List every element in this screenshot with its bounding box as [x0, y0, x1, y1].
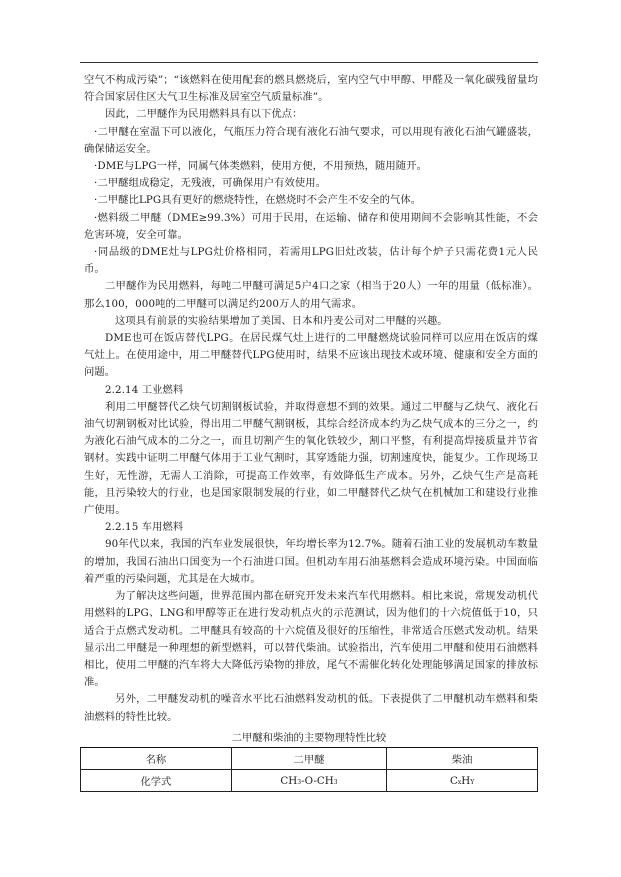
- paragraph: ·同品级的DME灶与LPG灶价格相同，若需用LPG旧灶改装，估计每个炉子只需花费1元人民币。: [84, 246, 538, 276]
- table-header-row: [81, 748, 538, 770]
- section-heading: 2.2.15 车用燃料: [105, 521, 184, 534]
- paragraph: ·DME与LPG一样，同属气体类燃料，使用方便，不用预热，随用随开。: [94, 160, 427, 173]
- paragraph: ·二甲醚比LPG具有更好的燃烧特性，在燃烧时不会产生不安全的气体。: [94, 194, 422, 207]
- dme-formula: CH3-O-CH3: [231, 770, 386, 792]
- header-name: 名称: [81, 748, 232, 770]
- header-diesel: 柴油: [387, 748, 538, 770]
- paragraph: ·燃料级二甲醚（DME≥99.3%）可用于民用，在运输、储存和使用期间不会影响其性能，不会危害环境，安全可靠。: [84, 211, 538, 241]
- row-label: 化学式: [81, 770, 232, 792]
- comparison-table: [80, 747, 538, 792]
- paragraph: DME也可在饭店替代LPG。在居民煤气灶上进行的二甲醚燃烧试验同样可以应用在饭店的煤气灶上。在使用途中，用二甲醚替代LPG使用时，结果不应该出现技术或环境、健康和安全方面的问题。: [84, 332, 538, 379]
- paragraph: 二甲醚作为民用燃料，每吨二甲醚可满足5户4口之家（相当于20人）一年的用量（低标准）。那么100，000吨的二甲醚可以满足约200万人的用气需求。: [84, 280, 538, 310]
- paragraph: 这项具有前景的实验结果增加了美国、日本和丹麦公司对二甲醚的兴趣。: [115, 314, 448, 327]
- paragraph: 90年代以来，我国的汽车业发展很快，年均增长率为12.7%。随着石油工业的发展机动车数量的增加，我国石油出口国变为一个石油进口国。但机动车用石油基燃料会造成环境污染。中国面临着严重的污染问题，尤其是在大城市。: [84, 538, 538, 585]
- table-caption: 二甲醚和柴油的主要物理特性比较: [231, 732, 387, 744]
- paragraph: ·二甲醚在室温下可以液化，气瓶压力符合现有液化石油气要求，可以用现有液化石油气罐盛装，确保储运安全。: [84, 125, 538, 155]
- paragraph: ·二甲醚组成稳定，无残液，可确保用户有效使用。: [94, 177, 327, 190]
- paragraph: 利用二甲醚替代乙炔气切割钢板试验，并取得意想不到的效果。通过二甲醚与乙炔气、液化石油气切割钢板对比试验，得出用二甲醚气割钢板，其综合经济成本约为乙炔气成本的三分之一，约为液化石油气成本的二分之一，而且切割产生的氧化铁较少，割口平整，有利提高焊接质量并节省钢材。实践中证明二甲醚气体用于工业气割时，其穿透能力强，切割速度快，能复少。工作现场卫生好，无性游，无需人工消除，可提高工作效率，有效降低生产成本。另外，乙炔气生产是高耗能，且污染较大的行业，也是国家限制发展的行业，如二甲醚替代乙炔气在机械加工和建设行业推广使用。: [84, 400, 538, 517]
- header-rule: [80, 62, 538, 63]
- paragraph: 为了解决这些问题，世界范围内都在研究开发未来汽车代用燃料。相比来说，常规发动机代用燃料的LPG、LNG和甲醇等正在进行发动机点火的示范测试，因为他们的十六烷值低于10，只适合于点燃式发动机。二甲醚具有较高的十六烷值及很好的压缩性，非常适合压燃式发动机。结果显示出二甲醚是一种理想的新型燃料，可以替代柴油。试验指出，汽车使用二甲醚和使用石油燃料相比，使用二甲醚的汽车将大大降低污染物的排放，尾气不需催化转化处理能够满足国家的排放标准。: [84, 590, 538, 689]
- paragraph: 另外，二甲醚发动机的噪音水平比石油燃料发动机的低。下表提供了二甲醚机动车燃料和柴油燃料的特性比较。: [84, 693, 538, 723]
- paragraph: 因此，二甲醚作为民用燃料具有以下优点：: [105, 108, 303, 121]
- section-heading: 2.2.14 工业燃料: [105, 383, 184, 396]
- body-text: [84, 72, 538, 726]
- paragraph: 空气不构成污染”；“该燃料在使用配套的燃具燃烧后，室内空气中甲醇、甲醛及一氧化碳残留量均符合国家居住区大气卫生标准及居室空气质量标准”。: [84, 74, 538, 104]
- header-dme: 二甲醚: [231, 748, 386, 770]
- diesel-formula: CxHY: [387, 770, 538, 792]
- table-row: [81, 770, 538, 792]
